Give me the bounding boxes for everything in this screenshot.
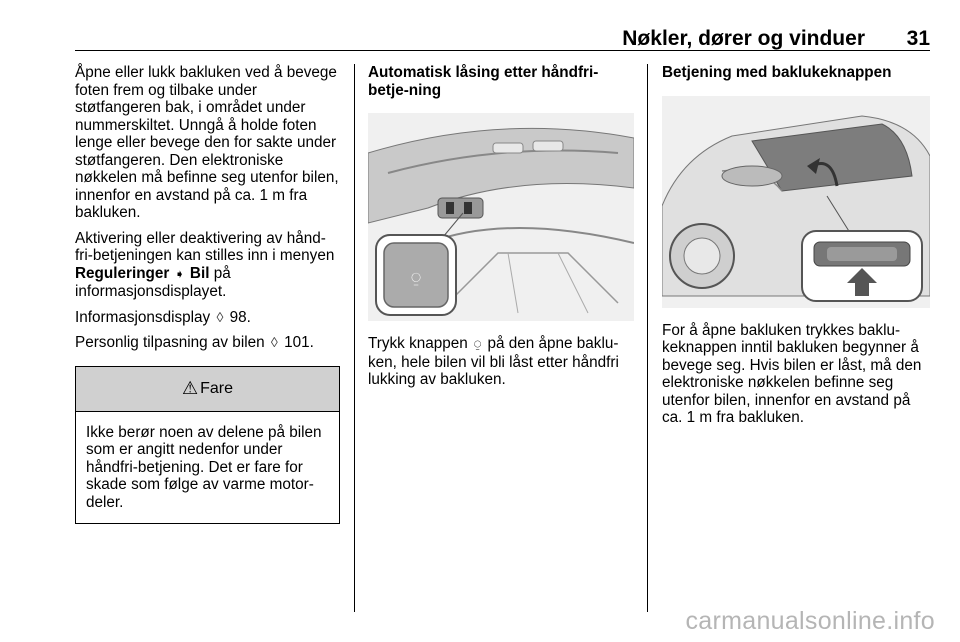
svg-text:⍜: ⍜ bbox=[411, 268, 421, 287]
page-number: 31 bbox=[906, 27, 930, 50]
page-reference-icon: ◊ bbox=[216, 308, 224, 325]
info-display-page-ref[interactable]: 98. bbox=[229, 308, 251, 326]
paragraph-menu-setting bbox=[75, 230, 340, 301]
personalization-page-ref[interactable]: 101. bbox=[284, 334, 314, 351]
personalization-text: Personlig tilpasning av bilen bbox=[75, 334, 265, 351]
paragraph-personalization-ref bbox=[75, 334, 340, 352]
menu-path-settings: Reguleringer bbox=[75, 264, 170, 282]
lock-button-icon: ⍜ bbox=[474, 337, 482, 351]
auto-lock-text-end: på den åpne baklu-ken, hele bilen vil bli låst etter håndfri lukking av bakluken. bbox=[368, 335, 619, 388]
menu-setting-text-end: på informasjonsdisplayet. bbox=[75, 264, 231, 300]
paragraph-auto-lock bbox=[368, 335, 634, 389]
column-divider-1 bbox=[354, 64, 355, 612]
info-display-text: Informasjonsdisplay bbox=[75, 308, 211, 326]
page-title: Nøkler, dører og vinduer bbox=[622, 27, 865, 50]
warning-title: Fare bbox=[200, 379, 234, 397]
paragraph-kick-operation: Åpne eller lukk bakluken ved å bevege foten frem og tilbake under støtfangeren bak, i området under nummerskiltet. Unngå å holde foten lenge eller bevege den for sakte under støtfangeren. Den elektroniske nøkkelen må befinne seg utenfor bilen, innenfor en avstand på ca. 1 m fra bakluken. bbox=[75, 64, 339, 221]
warning-text: Ikke berør noen av delene på bilen som er angitt nedenfor under håndfri-betjening. Det er fare for skade som følge av varme motor-deler. bbox=[86, 423, 322, 511]
auto-lock-text: Trykk knappen bbox=[368, 335, 468, 352]
watermark: carmanualsonline.info bbox=[685, 607, 935, 635]
paragraph-tailgate-button: For å åpne bakluken trykkes baklu-keknappen inntil bakluken begynner å bevege seg. Hvis bilen er låst, må den elektroniske nøkkelen befinne seg utenfor bilen, innenfor en avstand på ca. 1 m fra bakluken. bbox=[662, 321, 922, 426]
header-divider bbox=[75, 50, 930, 51]
menu-path-vehicle: Bil bbox=[189, 264, 210, 282]
tailgate-button-illustration bbox=[662, 96, 930, 308]
column-divider-2 bbox=[647, 64, 648, 612]
warning-triangle-icon: ⚠ bbox=[181, 377, 199, 398]
warning-header bbox=[76, 367, 339, 412]
tailgate-lock-button-illustration bbox=[368, 113, 634, 321]
column-1 bbox=[75, 64, 340, 524]
paragraph-info-display-ref bbox=[75, 309, 340, 327]
danger-warning-box bbox=[75, 366, 340, 525]
column-3 bbox=[662, 64, 930, 435]
section-heading-auto-lock: Automatisk låsing etter håndfri-betje-ning bbox=[368, 64, 599, 99]
menu-arrow-icon: ➧ bbox=[174, 266, 185, 281]
section-heading-tailgate-button: Betjening med baklukeknappen bbox=[662, 64, 892, 81]
page-reference-icon: ◊ bbox=[270, 334, 278, 350]
menu-setting-text: Aktivering eller deaktivering av hånd-fri-betjeningen kan stilles inn i menyen bbox=[75, 229, 335, 264]
column-2 bbox=[368, 64, 634, 397]
